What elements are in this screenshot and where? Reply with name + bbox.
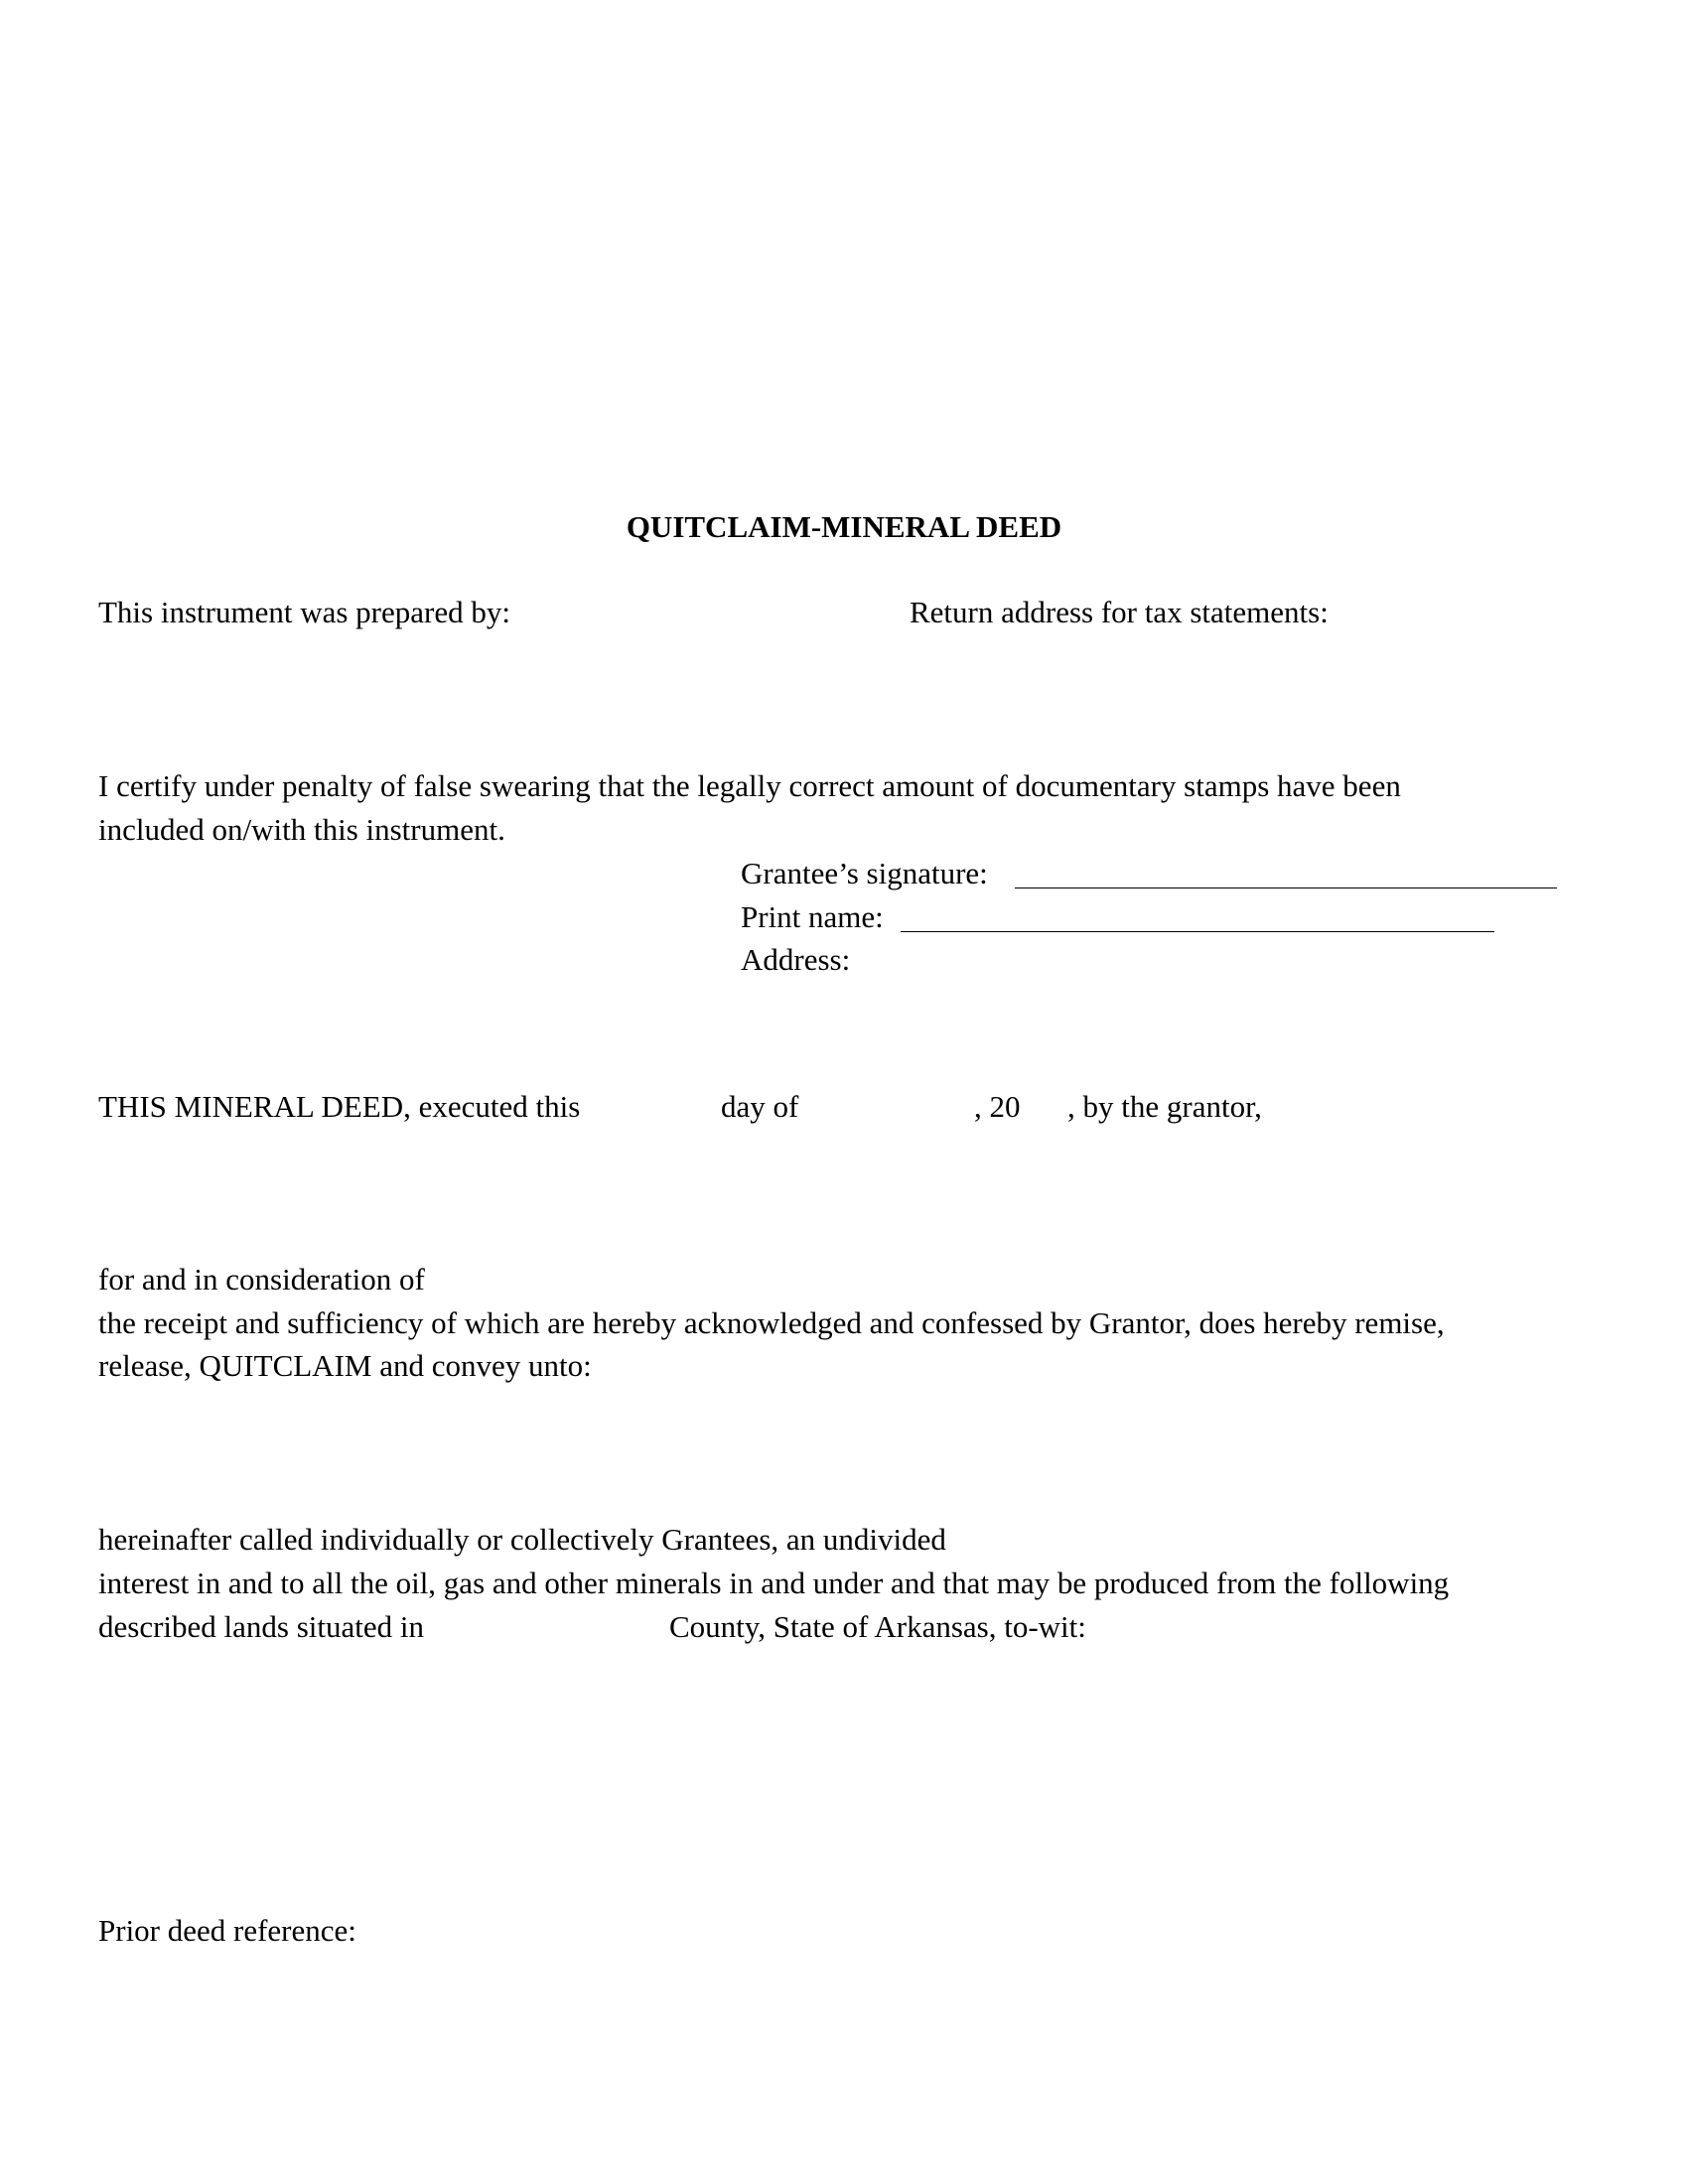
execution-year-prefix: , 20 [974,1089,1021,1124]
grantees-clause-line-2: interest in and to all the oil, gas and other minerals in and under and that may be produced from the following [98,1566,1450,1600]
execution-intro: THIS MINERAL DEED, executed this [98,1089,581,1124]
execution-day-of: day of [721,1089,799,1124]
consideration-line-1: for and in consideration of [98,1262,425,1297]
grantee-signature-label: Grantee’s signature: [741,856,988,890]
print-name-label: Print name: [741,899,884,934]
prepared-by-label: This instrument was prepared by: [98,595,510,629]
grantees-clause-line-1: hereinafter called individually or collectively Grantees, an undivided [98,1522,946,1557]
document-title: QUITCLAIM-MINERAL DEED [626,509,1062,544]
consideration-line-2: the receipt and sufficiency of which are hereby acknowledged and confessed by Grantor, does hereby remise, [98,1305,1445,1340]
print-name-line[interactable] [901,931,1494,932]
grantee-address-label: Address: [741,942,851,977]
return-address-label: Return address for tax statements: [910,595,1329,629]
execution-by-grantor: , by the grantor, [1067,1089,1262,1124]
grantee-signature-line[interactable] [1015,887,1557,888]
consideration-line-3: release, QUITCLAIM and convey unto: [98,1348,592,1383]
grantees-clause-line-3-start: described lands situated in [98,1609,424,1644]
prior-deed-reference-label: Prior deed reference: [98,1913,356,1948]
certification-line-2: included on/with this instrument. [98,812,505,847]
grantees-clause-line-3-end: County, State of Arkansas, to-wit: [669,1609,1086,1644]
certification-line-1: I certify under penalty of false swearing that the legally correct amount of documentary stamps have been [98,768,1401,803]
